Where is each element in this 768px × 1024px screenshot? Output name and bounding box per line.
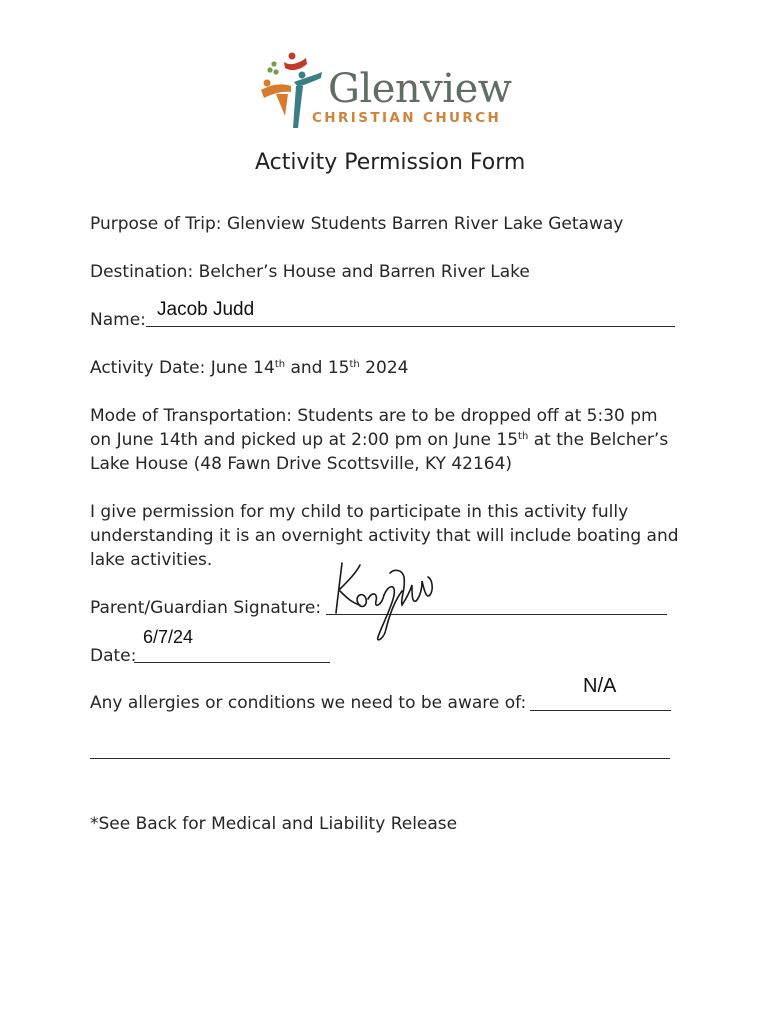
permission-line-1: I give permission for my child to participate in this activity fully bbox=[90, 502, 629, 522]
activity-date-sup1: th bbox=[274, 359, 286, 370]
permission-line-3: lake activities. bbox=[90, 550, 213, 570]
logo-wordmark: Glenview bbox=[328, 66, 512, 112]
activity-date-text bbox=[90, 356, 408, 380]
allergies-field-value: N/A bbox=[583, 675, 617, 697]
date-label: Date: bbox=[90, 646, 137, 666]
allergies-label: Any allergies or conditions we need to be aware of: bbox=[90, 693, 527, 713]
signature-label: Parent/Guardian Signature: bbox=[90, 598, 322, 618]
transport-line-2 bbox=[90, 428, 668, 452]
permission-line-2: understanding it is an overnight activity that will include boating and bbox=[90, 526, 679, 546]
logo-subtitle: CHRISTIAN CHURCH bbox=[312, 110, 502, 126]
footer-note: *See Back for Medical and Liability Release bbox=[90, 814, 458, 834]
date-field-line[interactable] bbox=[134, 662, 330, 663]
transport-line-2-suffix: at the Belcher’s bbox=[528, 430, 669, 450]
date-field-value: 6/7/24 bbox=[143, 627, 194, 647]
name-field-value: Jacob Judd bbox=[157, 299, 255, 320]
transport-line-2-prefix: on June 14th and picked up at 2:00 pm on June 15 bbox=[90, 430, 519, 450]
destination-text: Destination: Belcher’s House and Barren River Lake bbox=[90, 262, 530, 282]
handwritten-signature bbox=[330, 555, 440, 645]
activity-date-sup2: th bbox=[349, 359, 360, 370]
name-field-line[interactable] bbox=[146, 326, 675, 327]
allergies-extra-line[interactable] bbox=[90, 758, 670, 759]
name-label: Name: bbox=[90, 310, 146, 330]
transport-line-2-sup: th bbox=[518, 431, 529, 442]
transport-line-1: Mode of Transportation: Students are to be dropped off at 5:30 pm bbox=[90, 406, 658, 426]
purpose-text: Purpose of Trip: Glenview Students Barren River Lake Getaway bbox=[90, 214, 624, 234]
activity-date-prefix: Activity Date: June 14 bbox=[90, 358, 275, 378]
allergies-field-line[interactable] bbox=[530, 710, 671, 711]
transport-line-3: Lake House (48 Fawn Drive Scottsville, KY 42164) bbox=[90, 454, 513, 474]
activity-date-suffix: 2024 bbox=[359, 358, 409, 378]
page-title: Activity Permission Form bbox=[255, 150, 526, 175]
activity-date-mid: and 15 bbox=[285, 358, 350, 378]
